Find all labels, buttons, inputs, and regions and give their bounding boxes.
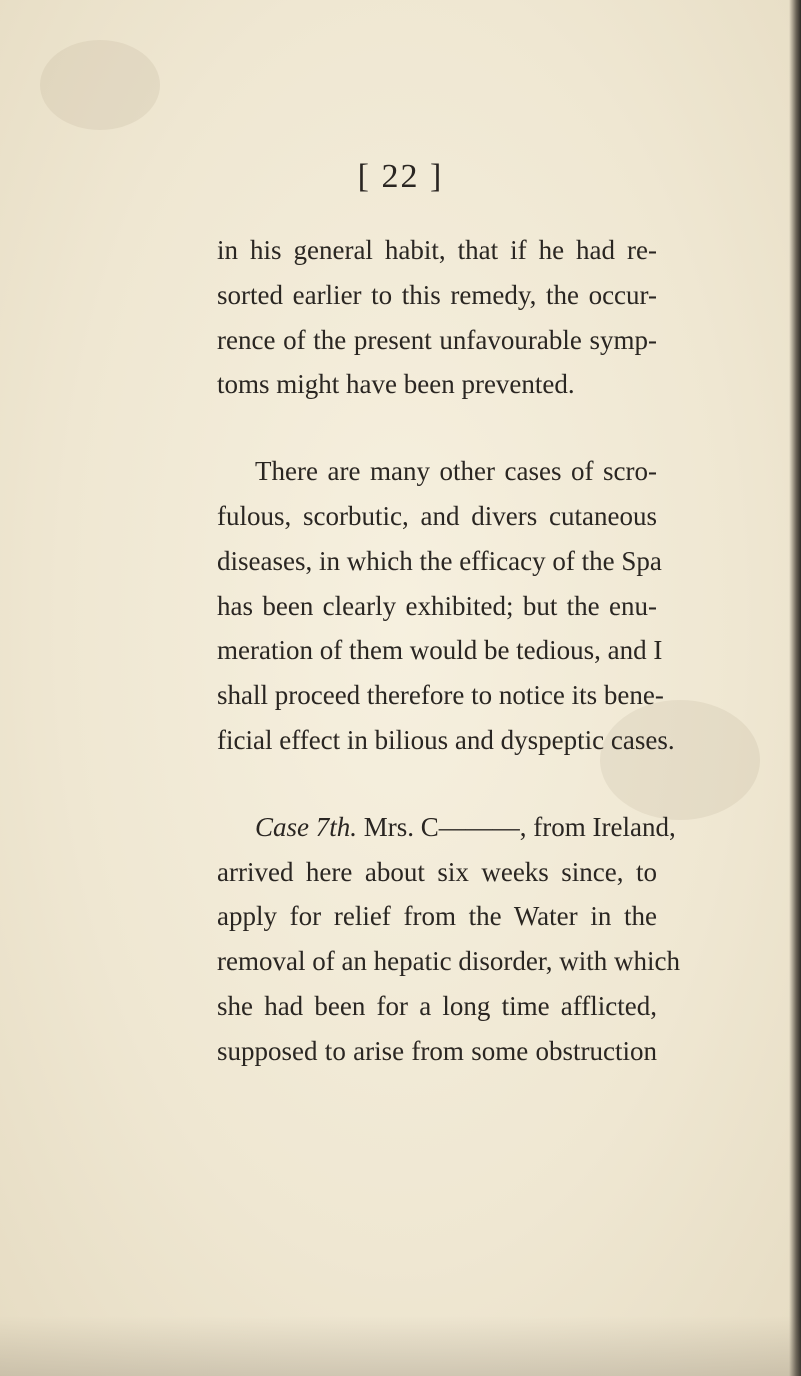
page-edge-shadow: [789, 0, 801, 1376]
case-heading-rest: Mrs. C———, from Ireland,: [357, 811, 676, 842]
text-line: ficial effect in bilious and dyspeptic cases.: [217, 724, 675, 755]
text-line: diseases, in which the efficacy of the Spa: [217, 545, 662, 576]
text-line: in his general habit, that if he had re-: [217, 235, 657, 265]
body-text: [217, 228, 681, 1074]
paragraph-2: [217, 449, 675, 763]
paragraph-1: [217, 228, 657, 407]
text-line: removal of an hepatic disorder, with which: [217, 946, 681, 977]
text-line: rence of the present unfavourable symp-: [217, 324, 657, 355]
paper-stain: [40, 40, 160, 130]
case-heading-line: [217, 805, 676, 850]
text-line: There are many other cases of scro-: [255, 456, 657, 487]
text-line: fulous, scorbutic, and divers cutaneous: [217, 500, 657, 531]
paragraph-gap: [217, 407, 657, 449]
text-line: has been clearly exhibited; but the enu-: [217, 590, 657, 621]
text-line: supposed to arise from some obstruction: [217, 1035, 657, 1066]
text-line: she had been for a long time afflicted,: [217, 990, 657, 1021]
text-line: toms might have been prevented.: [217, 369, 575, 400]
text-line: sorted earlier to this remedy, the occur-: [217, 279, 657, 310]
paragraph-3: [217, 805, 681, 1074]
case-label: Case 7th.: [255, 811, 358, 842]
page-bottom-shadow: [0, 1316, 801, 1376]
text-line: meration of them would be tedious, and I: [217, 635, 663, 666]
text-line: shall proceed therefore to notice its bene-: [217, 680, 664, 711]
text-line: apply for relief from the Water in the: [217, 901, 657, 932]
page-number: [ 22 ]: [357, 158, 444, 195]
text-line: arrived here about six weeks since, to: [217, 856, 657, 887]
paragraph-gap: [217, 763, 657, 805]
